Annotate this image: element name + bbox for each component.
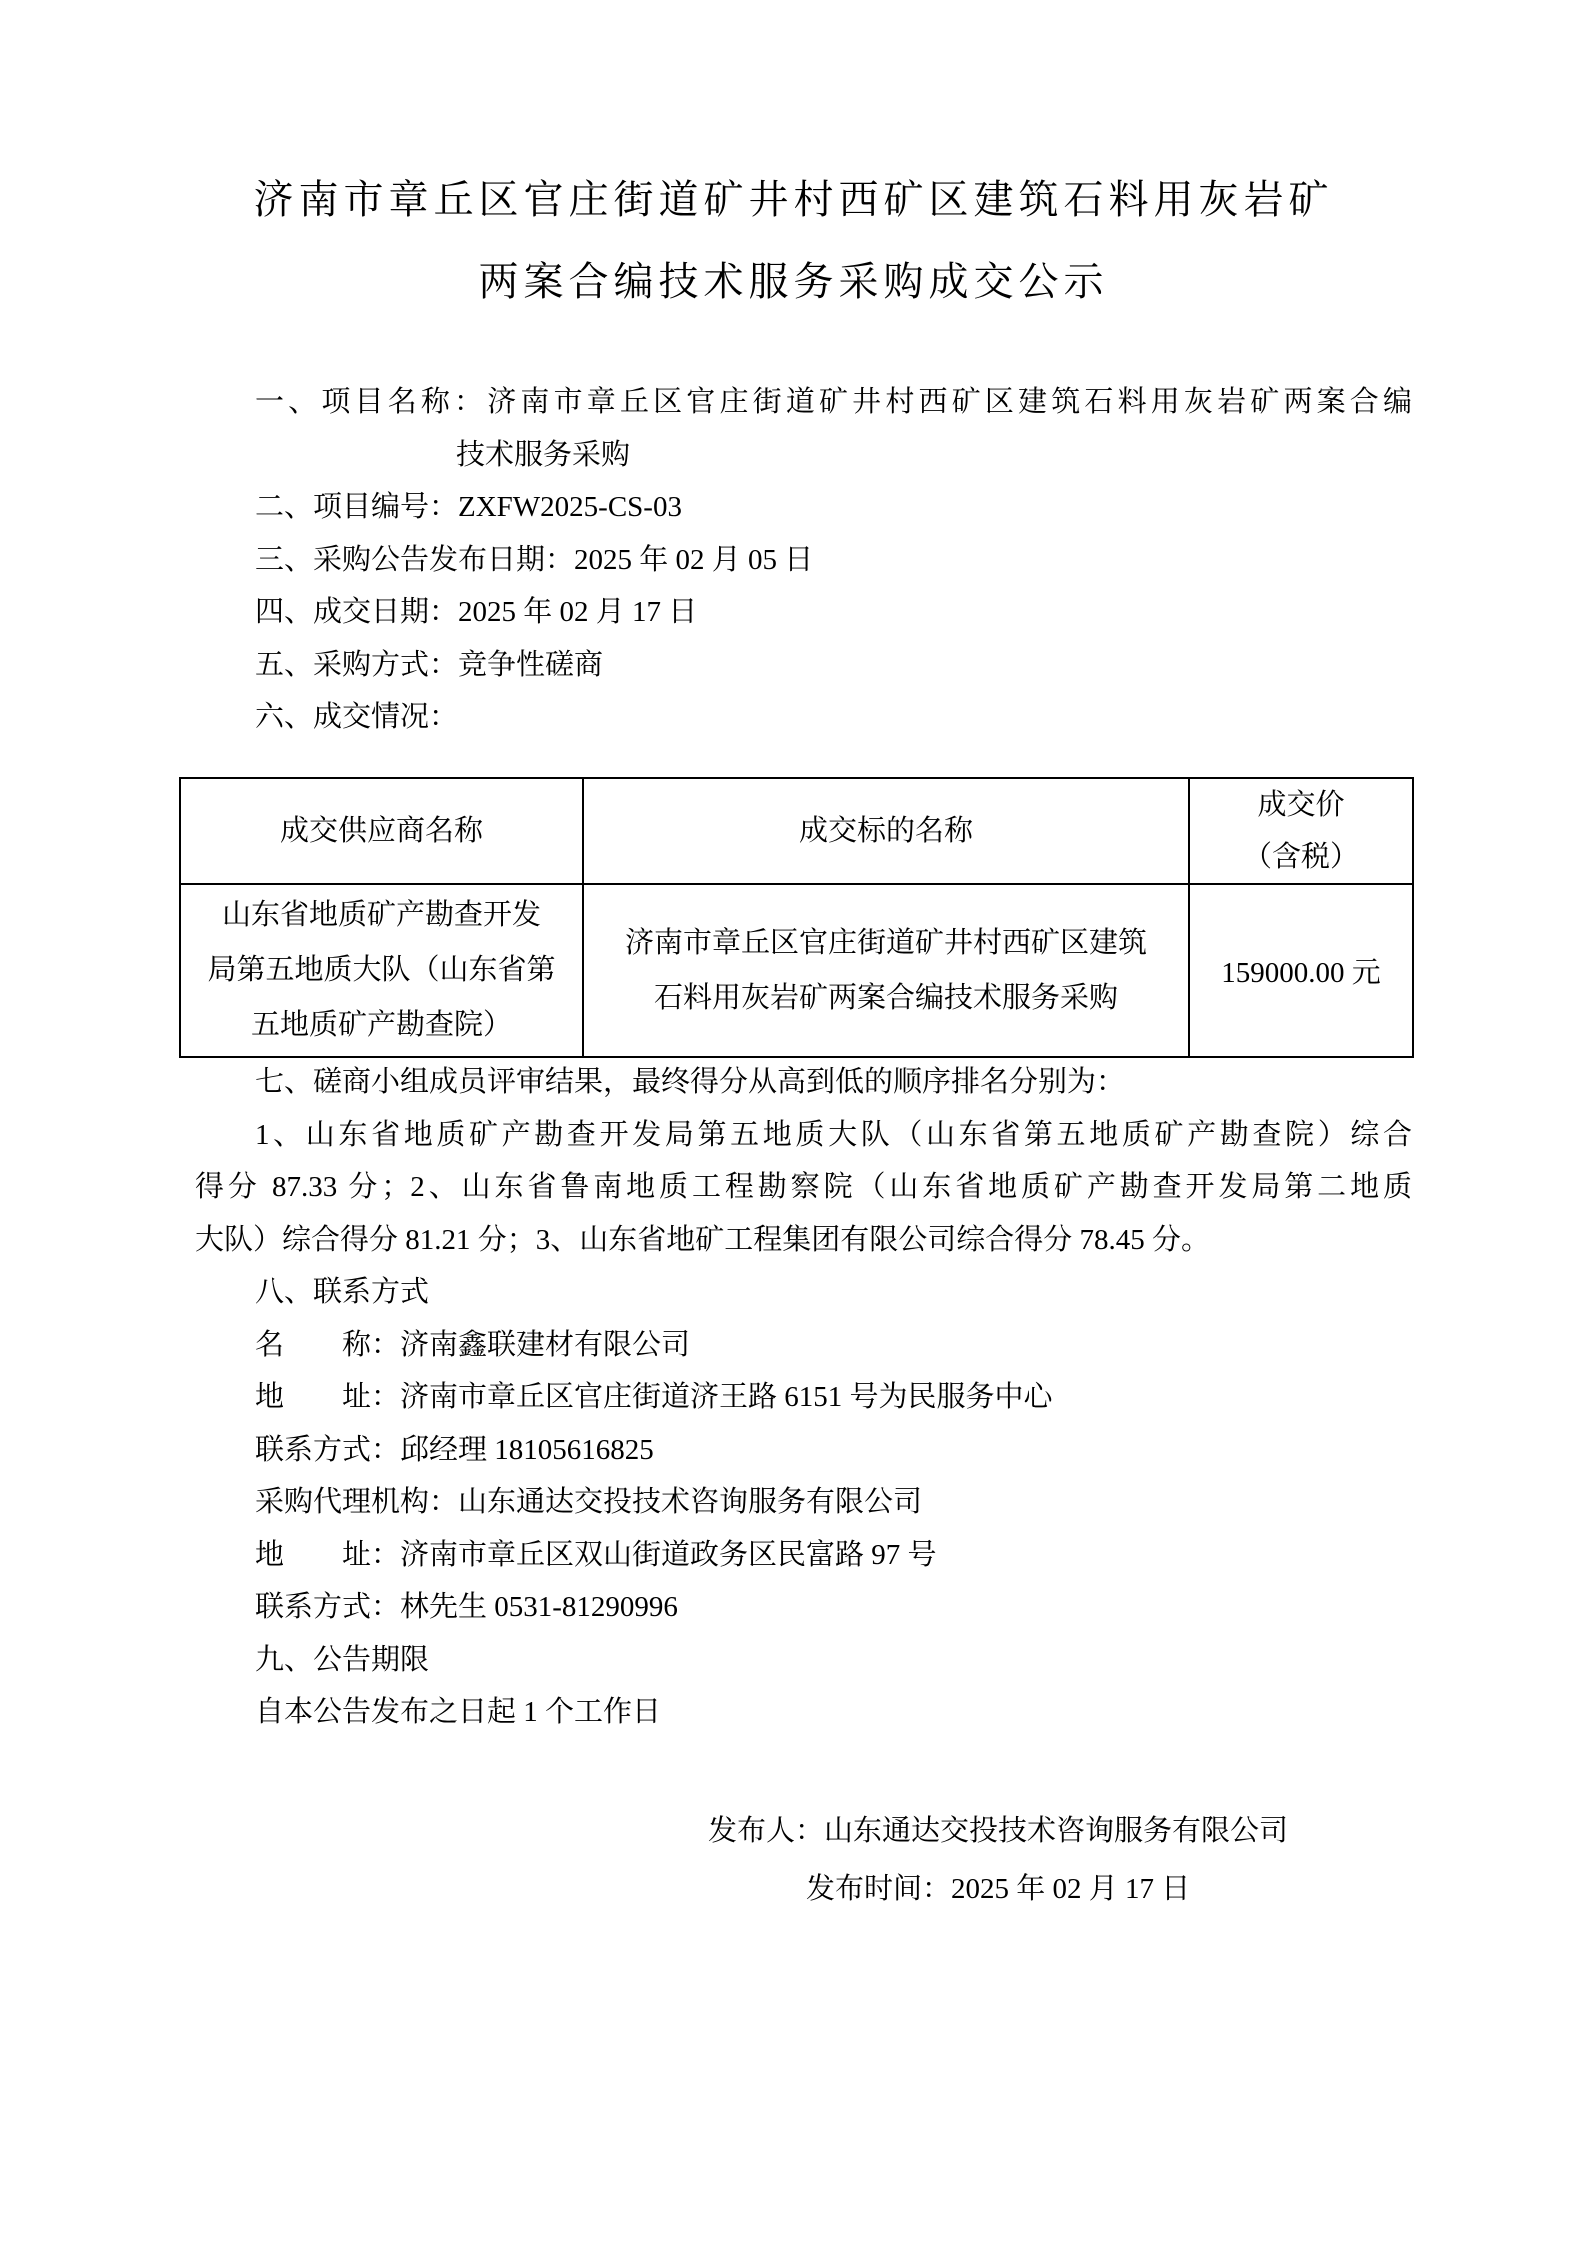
- text-line: 六、成交情况：: [255, 701, 459, 733]
- col-header-price: [1189, 778, 1413, 884]
- text-line: 五地质矿产勘查院）: [250, 1009, 512, 1041]
- text-line: 九、公告期限: [255, 1643, 430, 1676]
- footer-section: [195, 1802, 1412, 1918]
- subject-lines: [584, 916, 1188, 1026]
- body-lines: [195, 1056, 1412, 1739]
- award-table-grid: [179, 777, 1414, 1058]
- intro-section: [195, 376, 1412, 744]
- intro-lines: [195, 376, 1412, 744]
- text-line: 采购代理机构：山东通达交投技术咨询服务有限公司: [255, 1486, 923, 1518]
- text-line: 1、山东省地质矿产勘查开发局第五地质大队（山东省第五地质矿产勘查院）综合: [255, 1118, 1412, 1151]
- text-line: 联系方式：邱经理 18105616825: [255, 1433, 654, 1466]
- text-line: 济南市章丘区官庄街道矿井村西矿区建筑: [624, 926, 1147, 959]
- col-header-price-line2: （含税）: [1242, 841, 1359, 873]
- cell-supplier: [180, 884, 583, 1057]
- text-line: 得分 87.33 分；2、山东省鲁南地质工程勘察院（山东省地质矿产勘查开发局第二地质: [195, 1171, 1412, 1203]
- text-line: 四、成交日期：2025 年 02 月 17 日: [255, 596, 698, 628]
- text-line: 二、项目编号：ZXFW2025-CS-03: [255, 491, 682, 523]
- text-line: 五、采购方式：竞争性磋商: [255, 648, 604, 681]
- text-line: 技术服务采购: [456, 438, 631, 471]
- body-section: [195, 1056, 1412, 1739]
- col-header-subject: 成交标的名称: [583, 778, 1189, 884]
- text-line: 地 址：济南市章丘区双山街道政务区民富路 97 号: [255, 1538, 937, 1571]
- text-line: 一、项目名称：济南市章丘区官庄街道矿井村西矿区建筑石料用灰岩矿两案合编: [255, 386, 1412, 418]
- text-line: 石料用灰岩矿两案合编技术服务采购: [653, 981, 1118, 1014]
- cell-subject: [583, 884, 1189, 1057]
- award-table: [179, 777, 1412, 1058]
- text-line: 名 称：济南鑫联建材有限公司: [255, 1328, 691, 1361]
- text-line: 八、联系方式: [255, 1276, 430, 1308]
- document-title-line2: 两案合编技术服务采购成交公示: [478, 259, 1109, 304]
- table-header-row: [180, 778, 1413, 884]
- text-line: 三、采购公告发布日期：2025 年 02 月 05 日: [255, 543, 814, 576]
- text-line: 联系方式：林先生 0531-81290996: [255, 1591, 678, 1623]
- text-line: 局第五地质大队（山东省第: [207, 954, 556, 986]
- text-line: 大队）综合得分 81.21 分；3、山东省地矿工程集团有限公司综合得分 78.45 分。: [195, 1223, 1211, 1256]
- text-line: 山东省地质矿产勘查开发: [221, 899, 541, 931]
- publisher-line: 发布人：山东通达交投技术咨询服务有限公司: [708, 1815, 1289, 1847]
- document-title-line1: 济南市章丘区官庄街道矿井村西矿区建筑石料用灰岩矿: [253, 177, 1334, 222]
- text-line: 地 址：济南市章丘区官庄街道济王路 6151 号为民服务中心: [255, 1381, 1053, 1413]
- cell-price: 159000.00 元: [1189, 884, 1413, 1057]
- text-line: 自本公告发布之日起 1 个工作日: [255, 1696, 662, 1728]
- table-row: [180, 884, 1413, 1057]
- publish-date-line: 发布时间：2025 年 02 月 17 日: [806, 1873, 1191, 1905]
- col-header-price-line1: 成交价: [1257, 789, 1345, 821]
- col-header-supplier: 成交供应商名称: [180, 778, 583, 884]
- text-line: 七、磋商小组成员评审结果，最终得分从高到低的顺序排名分别为：: [255, 1066, 1126, 1098]
- supplier-lines: [181, 888, 582, 1053]
- document-title: [0, 159, 1587, 323]
